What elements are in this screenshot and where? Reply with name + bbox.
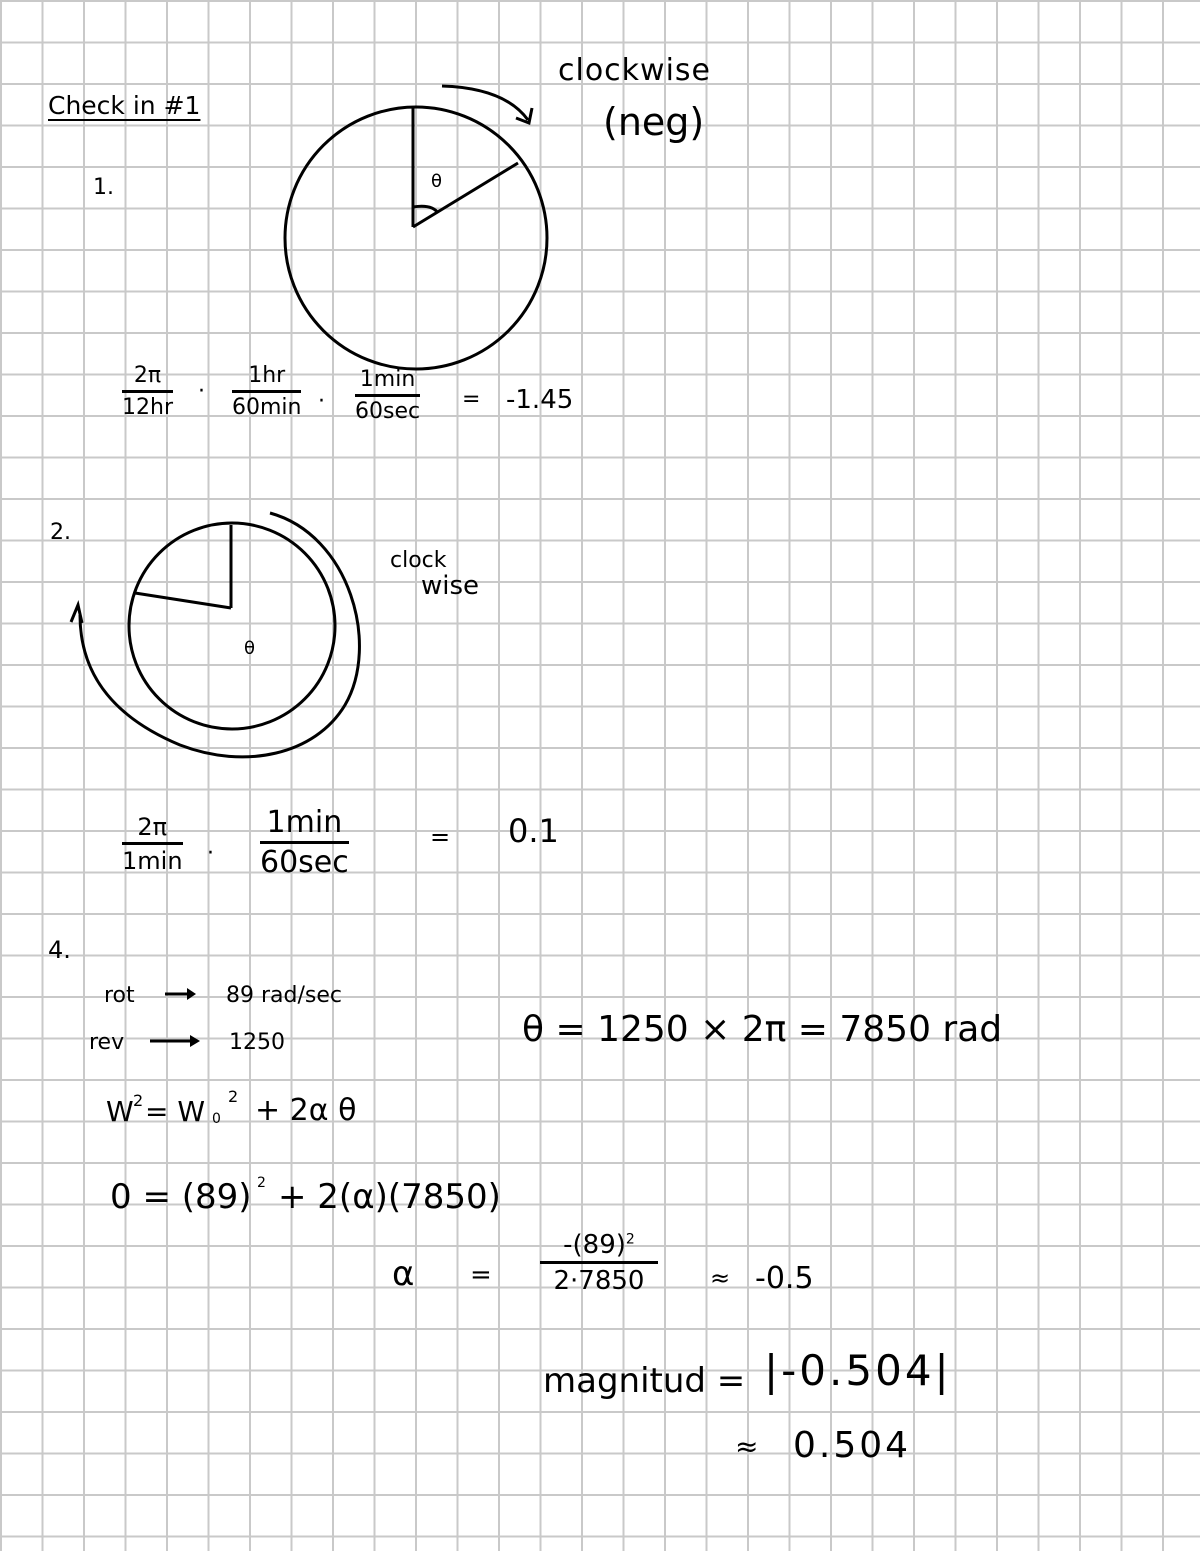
exponent: 2 <box>228 1087 239 1106</box>
theta-label-2: θ <box>244 638 256 659</box>
fraction-1c <box>355 369 420 423</box>
result-2: 0.1 <box>508 812 559 850</box>
kinematic-eq-tail: + 2α θ <box>255 1093 357 1128</box>
fraction-denominator: 60sec <box>355 399 421 424</box>
rot-label: rot <box>104 983 135 1008</box>
fraction-bar <box>540 1261 658 1264</box>
fraction-numerator <box>563 1232 635 1258</box>
fraction-1a <box>122 365 173 419</box>
wise-label: wise <box>421 571 480 601</box>
equals-sign: = <box>462 387 481 412</box>
exponent: 2 <box>133 1091 144 1110</box>
clockwise-arc-arrowhead <box>71 605 82 623</box>
fraction-denominator: 2·7850 <box>553 1266 645 1296</box>
approx-sign: ≈ <box>710 1264 731 1292</box>
multiply-dot: · <box>318 389 325 414</box>
clock-hand-angled <box>135 593 231 608</box>
exponent: 2 <box>625 1231 635 1248</box>
clock-label: clock <box>390 548 447 573</box>
kinematic-eq-w0: = W <box>145 1095 206 1128</box>
approx-sign: ≈ <box>735 1430 759 1463</box>
alpha-symbol: α <box>392 1254 415 1294</box>
fraction-bar <box>355 394 420 397</box>
clock-circle <box>285 107 547 369</box>
subscript: 0 <box>212 1111 221 1127</box>
equals-sign: = <box>430 823 451 851</box>
page-title: Check in #1 <box>48 91 201 120</box>
exponent: 2 <box>257 1175 266 1191</box>
fraction-numerator: 2π <box>137 813 168 841</box>
clock-hand-angled <box>413 163 518 227</box>
clockwise-arrow <box>442 86 528 120</box>
theta-equation: θ = 1250 × 2π = 7850 rad <box>522 1009 1003 1050</box>
fraction-2b <box>260 805 349 880</box>
fraction-numerator: 2π <box>133 363 162 388</box>
substitution-left: 0 = (89) <box>110 1177 252 1217</box>
alpha-fraction <box>540 1232 658 1294</box>
fraction-bar <box>122 842 183 845</box>
alpha-result: -0.5 <box>755 1261 814 1296</box>
clock-diagram-2 <box>60 505 380 775</box>
clockwise-arc <box>80 513 359 757</box>
fraction-bar <box>260 841 349 844</box>
fraction-bar <box>232 390 301 393</box>
problem-4-number: 4. <box>48 936 71 964</box>
fraction-1b <box>232 365 301 419</box>
equals-sign: = <box>470 1260 492 1290</box>
fraction-numerator: 1min <box>266 805 343 840</box>
neg-label: (neg) <box>603 100 705 144</box>
clock-diagram-1 <box>270 70 570 390</box>
rev-value: 1250 <box>229 1030 285 1055</box>
fraction-bar <box>122 390 173 393</box>
arrow-icon <box>148 1033 208 1049</box>
clockwise-label-1: clockwise <box>558 53 712 88</box>
fraction-denominator: 1min <box>122 847 183 875</box>
fraction-denominator: 60min <box>232 395 302 420</box>
fraction-numerator: 1hr <box>248 363 286 388</box>
problem-2-number: 2. <box>50 520 71 545</box>
angle-arc <box>413 206 438 213</box>
problem-1-number: 1. <box>93 175 114 200</box>
substitution-right: + 2(α)(7850) <box>278 1177 501 1217</box>
result-1: -1.45 <box>506 385 574 415</box>
fraction-numerator: 1min <box>359 367 416 392</box>
magnitude-label: magnitud = <box>543 1361 746 1401</box>
alpha-numerator: -(89) <box>563 1230 626 1260</box>
kinematic-eq-w: W <box>106 1095 134 1128</box>
rot-value: 89 rad/sec <box>226 983 342 1008</box>
magnitude-absolute: |-0.504| <box>764 1346 952 1395</box>
fraction-2a <box>122 815 183 873</box>
multiply-dot: · <box>198 379 205 404</box>
magnitude-result: 0.504 <box>793 1425 912 1466</box>
multiply-dot: · <box>207 841 214 866</box>
fraction-denominator: 60sec <box>260 845 349 880</box>
rev-label: rev <box>89 1030 125 1055</box>
arrow-icon <box>163 986 203 1002</box>
fraction-denominator: 12hr <box>122 395 173 420</box>
theta-label-1: θ <box>431 171 443 192</box>
